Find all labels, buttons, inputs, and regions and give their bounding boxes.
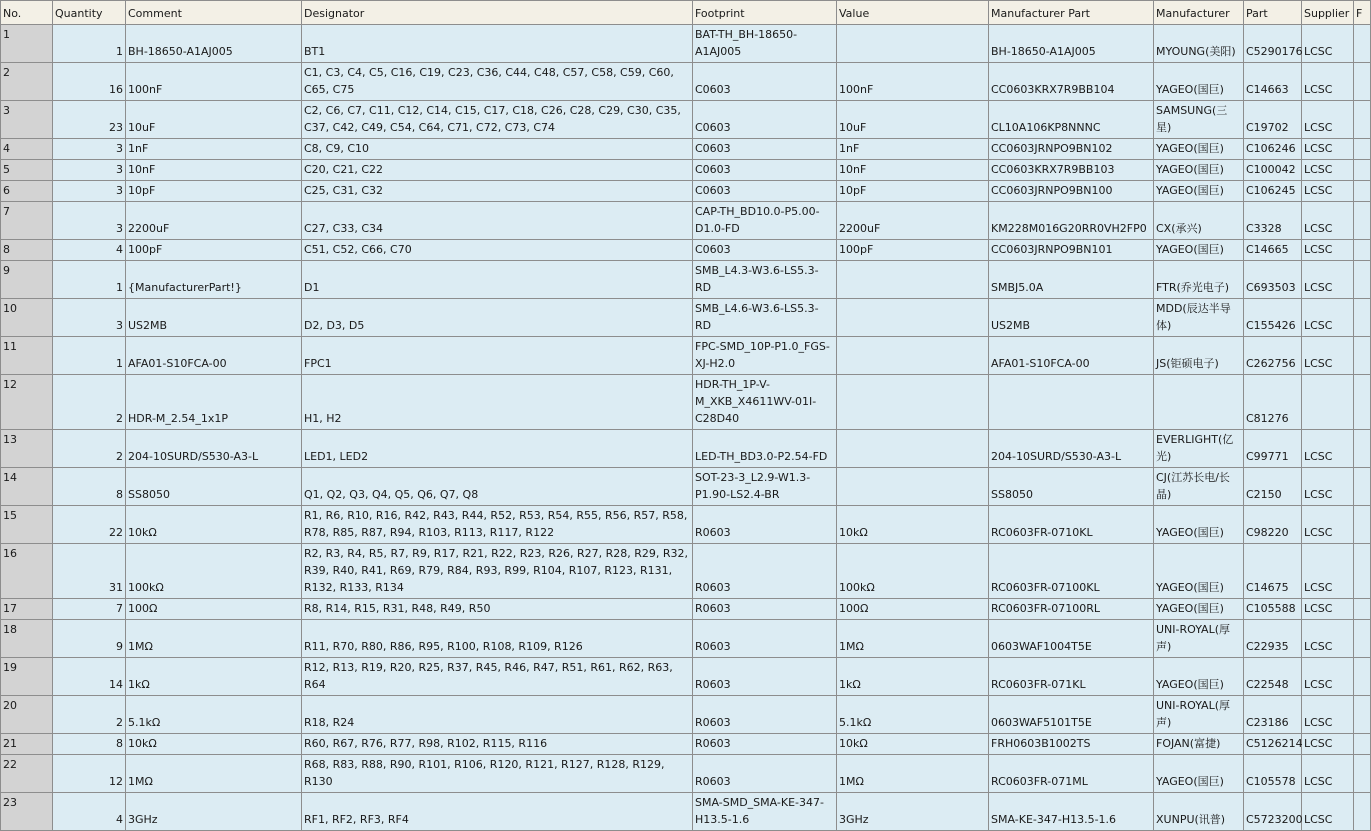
cell-quantity[interactable]: 8	[53, 468, 126, 506]
col-header-supplier[interactable]: Supplier	[1302, 1, 1354, 25]
cell-manufacturer[interactable]: XUNPU(讯普)	[1154, 793, 1244, 831]
cell-footprint[interactable]: FPC-SMD_10P-P1.0_FGS-XJ-H2.0	[693, 337, 837, 375]
table-row[interactable]	[1, 160, 1371, 181]
cell-value[interactable]	[837, 375, 989, 430]
col-header-part[interactable]: Part	[1244, 1, 1302, 25]
cell-designator[interactable]: C51, C52, C66, C70	[302, 240, 693, 261]
cell-comment[interactable]: 1kΩ	[126, 658, 302, 696]
cell-no[interactable]: 16	[1, 544, 53, 599]
cell-manufacturer-part[interactable]: 204-10SURD/S530-A3-L	[989, 430, 1154, 468]
cell-supplier[interactable]: LCSC	[1302, 139, 1354, 160]
cell-quantity[interactable]: 3	[53, 160, 126, 181]
cell-f[interactable]	[1354, 240, 1371, 261]
cell-quantity[interactable]: 2	[53, 375, 126, 430]
cell-supplier[interactable]: LCSC	[1302, 181, 1354, 202]
cell-quantity[interactable]: 12	[53, 755, 126, 793]
cell-quantity[interactable]: 4	[53, 240, 126, 261]
cell-value[interactable]	[837, 468, 989, 506]
cell-manufacturer[interactable]: FOJAN(富捷)	[1154, 734, 1244, 755]
cell-manufacturer[interactable]: CJ(江苏长电/长晶)	[1154, 468, 1244, 506]
cell-f[interactable]	[1354, 139, 1371, 160]
cell-value[interactable]: 10uF	[837, 101, 989, 139]
cell-f[interactable]	[1354, 337, 1371, 375]
cell-part[interactable]: C14663	[1244, 63, 1302, 101]
table-row[interactable]	[1, 696, 1371, 734]
cell-f[interactable]	[1354, 202, 1371, 240]
col-header-value[interactable]: Value	[837, 1, 989, 25]
cell-manufacturer-part[interactable]: AFA01-S10FCA-00	[989, 337, 1154, 375]
cell-value[interactable]	[837, 261, 989, 299]
cell-f[interactable]	[1354, 658, 1371, 696]
cell-supplier[interactable]: LCSC	[1302, 430, 1354, 468]
cell-manufacturer[interactable]: YAGEO(国巨)	[1154, 544, 1244, 599]
table-row[interactable]	[1, 63, 1371, 101]
cell-supplier[interactable]: LCSC	[1302, 793, 1354, 831]
cell-value[interactable]: 100pF	[837, 240, 989, 261]
cell-comment[interactable]: BH-18650-A1AJ005	[126, 25, 302, 63]
cell-no[interactable]: 12	[1, 375, 53, 430]
cell-designator[interactable]: C2, C6, C7, C11, C12, C14, C15, C17, C18, C26, C28, C29, C30, C35, C37, C42, C49, C54, C64, C71, C72, C73, C74	[302, 101, 693, 139]
cell-designator[interactable]: Q1, Q2, Q3, Q4, Q5, Q6, Q7, Q8	[302, 468, 693, 506]
cell-designator[interactable]: FPC1	[302, 337, 693, 375]
cell-manufacturer-part[interactable]: CC0603KRX7R9BB104	[989, 63, 1154, 101]
cell-part[interactable]: C19702	[1244, 101, 1302, 139]
cell-part[interactable]: C99771	[1244, 430, 1302, 468]
cell-comment[interactable]: AFA01-S10FCA-00	[126, 337, 302, 375]
cell-designator[interactable]: C8, C9, C10	[302, 139, 693, 160]
cell-designator[interactable]: R60, R67, R76, R77, R98, R102, R115, R116	[302, 734, 693, 755]
cell-manufacturer-part[interactable]: CC0603JRNPO9BN102	[989, 139, 1154, 160]
col-header-quantity[interactable]: Quantity	[53, 1, 126, 25]
cell-quantity[interactable]: 14	[53, 658, 126, 696]
cell-no[interactable]: 4	[1, 139, 53, 160]
table-row[interactable]	[1, 755, 1371, 793]
cell-manufacturer[interactable]	[1154, 375, 1244, 430]
cell-supplier[interactable]	[1302, 375, 1354, 430]
cell-value[interactable]: 1nF	[837, 139, 989, 160]
cell-manufacturer[interactable]: UNI-ROYAL(厚声)	[1154, 696, 1244, 734]
cell-comment[interactable]: 10nF	[126, 160, 302, 181]
cell-designator[interactable]: C1, C3, C4, C5, C16, C19, C23, C36, C44, C48, C57, C58, C59, C60, C65, C75	[302, 63, 693, 101]
cell-f[interactable]	[1354, 793, 1371, 831]
col-header-designator[interactable]: Designator	[302, 1, 693, 25]
cell-manufacturer[interactable]: JS(钜硕电子)	[1154, 337, 1244, 375]
cell-footprint[interactable]: R0603	[693, 734, 837, 755]
cell-comment[interactable]: {ManufacturerPart!}	[126, 261, 302, 299]
table-row[interactable]	[1, 101, 1371, 139]
cell-f[interactable]	[1354, 160, 1371, 181]
table-row[interactable]	[1, 544, 1371, 599]
cell-value[interactable]: 10nF	[837, 160, 989, 181]
cell-manufacturer[interactable]: YAGEO(国巨)	[1154, 181, 1244, 202]
cell-footprint[interactable]: C0603	[693, 101, 837, 139]
cell-no[interactable]: 8	[1, 240, 53, 261]
cell-supplier[interactable]: LCSC	[1302, 63, 1354, 101]
cell-f[interactable]	[1354, 544, 1371, 599]
cell-manufacturer[interactable]: YAGEO(国巨)	[1154, 755, 1244, 793]
cell-f[interactable]	[1354, 181, 1371, 202]
cell-no[interactable]: 2	[1, 63, 53, 101]
cell-designator[interactable]: LED1, LED2	[302, 430, 693, 468]
cell-manufacturer-part[interactable]: CC0603KRX7R9BB103	[989, 160, 1154, 181]
cell-footprint[interactable]: R0603	[693, 599, 837, 620]
cell-no[interactable]: 1	[1, 25, 53, 63]
col-header-comment[interactable]: Comment	[126, 1, 302, 25]
cell-comment[interactable]: 10uF	[126, 101, 302, 139]
cell-quantity[interactable]: 1	[53, 261, 126, 299]
cell-designator[interactable]: C20, C21, C22	[302, 160, 693, 181]
cell-supplier[interactable]: LCSC	[1302, 658, 1354, 696]
cell-value[interactable]: 100Ω	[837, 599, 989, 620]
table-row[interactable]	[1, 375, 1371, 430]
cell-value[interactable]	[837, 25, 989, 63]
cell-quantity[interactable]: 3	[53, 181, 126, 202]
cell-comment[interactable]: 10kΩ	[126, 734, 302, 755]
cell-quantity[interactable]: 9	[53, 620, 126, 658]
cell-no[interactable]: 19	[1, 658, 53, 696]
cell-value[interactable]: 100kΩ	[837, 544, 989, 599]
cell-supplier[interactable]: LCSC	[1302, 25, 1354, 63]
cell-manufacturer-part[interactable]: RC0603FR-071KL	[989, 658, 1154, 696]
cell-designator[interactable]: R18, R24	[302, 696, 693, 734]
cell-footprint[interactable]: SMA-SMD_SMA-KE-347-H13.5-1.6	[693, 793, 837, 831]
cell-no[interactable]: 14	[1, 468, 53, 506]
cell-f[interactable]	[1354, 101, 1371, 139]
cell-designator[interactable]: R12, R13, R19, R20, R25, R37, R45, R46, R47, R51, R61, R62, R63, R64	[302, 658, 693, 696]
cell-designator[interactable]: R68, R83, R88, R90, R101, R106, R120, R121, R127, R128, R129, R130	[302, 755, 693, 793]
table-row[interactable]	[1, 506, 1371, 544]
cell-part[interactable]: C5723200	[1244, 793, 1302, 831]
cell-part[interactable]: C22548	[1244, 658, 1302, 696]
table-row[interactable]	[1, 139, 1371, 160]
cell-f[interactable]	[1354, 430, 1371, 468]
cell-manufacturer-part[interactable]: 0603WAF5101T5E	[989, 696, 1154, 734]
cell-f[interactable]	[1354, 696, 1371, 734]
cell-footprint[interactable]: C0603	[693, 63, 837, 101]
cell-manufacturer[interactable]: YAGEO(国巨)	[1154, 599, 1244, 620]
cell-value[interactable]: 1kΩ	[837, 658, 989, 696]
table-row[interactable]	[1, 240, 1371, 261]
cell-f[interactable]	[1354, 506, 1371, 544]
cell-comment[interactable]: 100kΩ	[126, 544, 302, 599]
cell-supplier[interactable]: LCSC	[1302, 506, 1354, 544]
cell-part[interactable]: C14665	[1244, 240, 1302, 261]
cell-no[interactable]: 10	[1, 299, 53, 337]
cell-manufacturer-part[interactable]: SMA-KE-347-H13.5-1.6	[989, 793, 1154, 831]
cell-part[interactable]: C155426	[1244, 299, 1302, 337]
cell-manufacturer-part[interactable]: RC0603FR-07100RL	[989, 599, 1154, 620]
cell-supplier[interactable]: LCSC	[1302, 696, 1354, 734]
cell-manufacturer[interactable]: MDD(辰达半导体)	[1154, 299, 1244, 337]
cell-manufacturer[interactable]: UNI-ROYAL(厚声)	[1154, 620, 1244, 658]
cell-no[interactable]: 15	[1, 506, 53, 544]
cell-manufacturer[interactable]: YAGEO(国巨)	[1154, 160, 1244, 181]
cell-supplier[interactable]: LCSC	[1302, 202, 1354, 240]
table-row[interactable]	[1, 734, 1371, 755]
table-row[interactable]	[1, 299, 1371, 337]
cell-footprint[interactable]: BAT-TH_BH-18650-A1AJ005	[693, 25, 837, 63]
cell-footprint[interactable]: C0603	[693, 160, 837, 181]
cell-part[interactable]: C100042	[1244, 160, 1302, 181]
cell-manufacturer[interactable]: YAGEO(国巨)	[1154, 506, 1244, 544]
cell-designator[interactable]: BT1	[302, 25, 693, 63]
cell-quantity[interactable]: 8	[53, 734, 126, 755]
cell-f[interactable]	[1354, 620, 1371, 658]
cell-designator[interactable]: R2, R3, R4, R5, R7, R9, R17, R21, R22, R23, R26, R27, R28, R29, R32, R39, R40, R41, R69, R79, R84, R93, R99, R104, R107, R123, R131, R132, R133, R134	[302, 544, 693, 599]
cell-comment[interactable]: 3GHz	[126, 793, 302, 831]
cell-value[interactable]: 1MΩ	[837, 755, 989, 793]
table-row[interactable]	[1, 468, 1371, 506]
table-row[interactable]	[1, 25, 1371, 63]
cell-quantity[interactable]: 3	[53, 139, 126, 160]
cell-comment[interactable]: 100pF	[126, 240, 302, 261]
cell-value[interactable]	[837, 337, 989, 375]
cell-footprint[interactable]: C0603	[693, 139, 837, 160]
cell-footprint[interactable]: C0603	[693, 181, 837, 202]
col-header-manufacturer[interactable]: Manufacturer	[1154, 1, 1244, 25]
cell-f[interactable]	[1354, 599, 1371, 620]
cell-quantity[interactable]: 2	[53, 430, 126, 468]
cell-part[interactable]: C105588	[1244, 599, 1302, 620]
cell-designator[interactable]: C27, C33, C34	[302, 202, 693, 240]
cell-quantity[interactable]: 3	[53, 202, 126, 240]
cell-manufacturer[interactable]: YAGEO(国巨)	[1154, 240, 1244, 261]
cell-comment[interactable]: US2MB	[126, 299, 302, 337]
cell-comment[interactable]: HDR-M_2.54_1x1P	[126, 375, 302, 430]
table-row[interactable]	[1, 430, 1371, 468]
cell-footprint[interactable]: R0603	[693, 506, 837, 544]
cell-part[interactable]: C22935	[1244, 620, 1302, 658]
table-row[interactable]	[1, 658, 1371, 696]
cell-manufacturer-part[interactable]: BH-18650-A1AJ005	[989, 25, 1154, 63]
cell-quantity[interactable]: 23	[53, 101, 126, 139]
cell-footprint[interactable]: SOT-23-3_L2.9-W1.3-P1.90-LS2.4-BR	[693, 468, 837, 506]
cell-no[interactable]: 17	[1, 599, 53, 620]
cell-comment[interactable]: 100nF	[126, 63, 302, 101]
cell-designator[interactable]: H1, H2	[302, 375, 693, 430]
cell-comment[interactable]: SS8050	[126, 468, 302, 506]
cell-comment[interactable]: 204-10SURD/S530-A3-L	[126, 430, 302, 468]
cell-manufacturer-part[interactable]: FRH0603B1002TS	[989, 734, 1154, 755]
cell-comment[interactable]: 10pF	[126, 181, 302, 202]
cell-manufacturer-part[interactable]	[989, 375, 1154, 430]
cell-no[interactable]: 13	[1, 430, 53, 468]
cell-manufacturer-part[interactable]: RC0603FR-07100KL	[989, 544, 1154, 599]
cell-supplier[interactable]: LCSC	[1302, 337, 1354, 375]
cell-manufacturer-part[interactable]: 0603WAF1004T5E	[989, 620, 1154, 658]
cell-supplier[interactable]: LCSC	[1302, 734, 1354, 755]
cell-f[interactable]	[1354, 375, 1371, 430]
cell-designator[interactable]: D2, D3, D5	[302, 299, 693, 337]
cell-quantity[interactable]: 31	[53, 544, 126, 599]
table-row[interactable]	[1, 261, 1371, 299]
cell-f[interactable]	[1354, 734, 1371, 755]
cell-manufacturer-part[interactable]: RC0603FR-0710KL	[989, 506, 1154, 544]
cell-supplier[interactable]: LCSC	[1302, 101, 1354, 139]
cell-supplier[interactable]: LCSC	[1302, 240, 1354, 261]
col-header-manufacturer-part[interactable]: Manufacturer Part	[989, 1, 1154, 25]
cell-manufacturer[interactable]: SAMSUNG(三星)	[1154, 101, 1244, 139]
cell-no[interactable]: 9	[1, 261, 53, 299]
cell-part[interactable]: C2150	[1244, 468, 1302, 506]
cell-part[interactable]: C5290176	[1244, 25, 1302, 63]
cell-quantity[interactable]: 1	[53, 25, 126, 63]
cell-f[interactable]	[1354, 299, 1371, 337]
cell-part[interactable]: C106245	[1244, 181, 1302, 202]
cell-value[interactable]: 10pF	[837, 181, 989, 202]
cell-part[interactable]: C81276	[1244, 375, 1302, 430]
cell-manufacturer-part[interactable]: CC0603JRNPO9BN101	[989, 240, 1154, 261]
cell-quantity[interactable]: 4	[53, 793, 126, 831]
cell-no[interactable]: 21	[1, 734, 53, 755]
cell-footprint[interactable]: R0603	[693, 755, 837, 793]
col-header-no[interactable]: No.	[1, 1, 53, 25]
cell-manufacturer-part[interactable]: CC0603JRNPO9BN100	[989, 181, 1154, 202]
cell-no[interactable]: 23	[1, 793, 53, 831]
cell-no[interactable]: 22	[1, 755, 53, 793]
cell-no[interactable]: 7	[1, 202, 53, 240]
cell-footprint[interactable]: LED-TH_BD3.0-P2.54-FD	[693, 430, 837, 468]
cell-designator[interactable]: C25, C31, C32	[302, 181, 693, 202]
cell-manufacturer[interactable]: YAGEO(国巨)	[1154, 658, 1244, 696]
cell-f[interactable]	[1354, 468, 1371, 506]
header-row	[1, 1, 1371, 25]
cell-footprint[interactable]: R0603	[693, 544, 837, 599]
cell-supplier[interactable]: LCSC	[1302, 468, 1354, 506]
table-row[interactable]	[1, 337, 1371, 375]
cell-f[interactable]	[1354, 755, 1371, 793]
cell-quantity[interactable]: 3	[53, 299, 126, 337]
cell-manufacturer-part[interactable]: KM228M016G20RR0VH2FP0	[989, 202, 1154, 240]
cell-designator[interactable]: RF1, RF2, RF3, RF4	[302, 793, 693, 831]
cell-supplier[interactable]: LCSC	[1302, 544, 1354, 599]
cell-value[interactable]: 3GHz	[837, 793, 989, 831]
cell-manufacturer[interactable]: CX(承兴)	[1154, 202, 1244, 240]
cell-comment[interactable]: 100Ω	[126, 599, 302, 620]
cell-supplier[interactable]: LCSC	[1302, 599, 1354, 620]
cell-value[interactable]: 100nF	[837, 63, 989, 101]
table-row[interactable]	[1, 599, 1371, 620]
cell-part[interactable]: C98220	[1244, 506, 1302, 544]
table-row[interactable]	[1, 620, 1371, 658]
cell-footprint[interactable]: SMB_L4.3-W3.6-LS5.3-RD	[693, 261, 837, 299]
cell-supplier[interactable]: LCSC	[1302, 620, 1354, 658]
cell-footprint[interactable]: R0603	[693, 658, 837, 696]
cell-value[interactable]: 10kΩ	[837, 506, 989, 544]
cell-part[interactable]: C106246	[1244, 139, 1302, 160]
cell-comment[interactable]: 2200uF	[126, 202, 302, 240]
cell-value[interactable]: 1MΩ	[837, 620, 989, 658]
cell-footprint[interactable]: R0603	[693, 620, 837, 658]
cell-value[interactable]: 5.1kΩ	[837, 696, 989, 734]
cell-designator[interactable]: R11, R70, R80, R86, R95, R100, R108, R109, R126	[302, 620, 693, 658]
cell-part[interactable]: C105578	[1244, 755, 1302, 793]
col-header-footprint[interactable]: Footprint	[693, 1, 837, 25]
table-row[interactable]	[1, 181, 1371, 202]
cell-no[interactable]: 18	[1, 620, 53, 658]
cell-manufacturer-part[interactable]: SS8050	[989, 468, 1154, 506]
cell-designator[interactable]: R1, R6, R10, R16, R42, R43, R44, R52, R53, R54, R55, R56, R57, R58, R78, R85, R87, R94, R103, R113, R117, R122	[302, 506, 693, 544]
cell-manufacturer-part[interactable]: SMBJ5.0A	[989, 261, 1154, 299]
cell-comment[interactable]: 1nF	[126, 139, 302, 160]
cell-footprint[interactable]: CAP-TH_BD10.0-P5.00-D1.0-FD	[693, 202, 837, 240]
cell-value[interactable]	[837, 299, 989, 337]
cell-quantity[interactable]: 2	[53, 696, 126, 734]
cell-comment[interactable]: 1MΩ	[126, 620, 302, 658]
table-row[interactable]	[1, 793, 1371, 831]
cell-manufacturer-part[interactable]: RC0603FR-071ML	[989, 755, 1154, 793]
cell-footprint[interactable]: R0603	[693, 696, 837, 734]
cell-part[interactable]: C23186	[1244, 696, 1302, 734]
cell-no[interactable]: 11	[1, 337, 53, 375]
cell-f[interactable]	[1354, 63, 1371, 101]
cell-no[interactable]: 20	[1, 696, 53, 734]
cell-part[interactable]: C693503	[1244, 261, 1302, 299]
cell-supplier[interactable]: LCSC	[1302, 755, 1354, 793]
cell-no[interactable]: 5	[1, 160, 53, 181]
cell-value[interactable]: 2200uF	[837, 202, 989, 240]
cell-footprint[interactable]: HDR-TH_1P-V-M_XKB_X4611WV-01I-C28D40	[693, 375, 837, 430]
cell-part[interactable]: C14675	[1244, 544, 1302, 599]
cell-supplier[interactable]: LCSC	[1302, 299, 1354, 337]
cell-manufacturer[interactable]: YAGEO(国巨)	[1154, 63, 1244, 101]
cell-part[interactable]: C262756	[1244, 337, 1302, 375]
cell-no[interactable]: 6	[1, 181, 53, 202]
cell-footprint[interactable]: C0603	[693, 240, 837, 261]
table-row[interactable]	[1, 202, 1371, 240]
cell-part[interactable]: C5126214	[1244, 734, 1302, 755]
cell-f[interactable]	[1354, 25, 1371, 63]
cell-comment[interactable]: 5.1kΩ	[126, 696, 302, 734]
col-header-f[interactable]: F	[1354, 1, 1371, 25]
cell-footprint[interactable]: SMB_L4.6-W3.6-LS5.3-RD	[693, 299, 837, 337]
cell-manufacturer[interactable]: MYOUNG(美阳)	[1154, 25, 1244, 63]
cell-comment[interactable]: 1MΩ	[126, 755, 302, 793]
cell-quantity[interactable]: 16	[53, 63, 126, 101]
cell-comment[interactable]: 10kΩ	[126, 506, 302, 544]
cell-no[interactable]: 3	[1, 101, 53, 139]
cell-designator[interactable]: R8, R14, R15, R31, R48, R49, R50	[302, 599, 693, 620]
cell-quantity[interactable]: 1	[53, 337, 126, 375]
cell-value[interactable]	[837, 430, 989, 468]
cell-manufacturer[interactable]: EVERLIGHT(亿光)	[1154, 430, 1244, 468]
cell-manufacturer-part[interactable]: US2MB	[989, 299, 1154, 337]
cell-manufacturer-part[interactable]: CL10A106KP8NNNC	[989, 101, 1154, 139]
cell-manufacturer[interactable]: YAGEO(国巨)	[1154, 139, 1244, 160]
cell-designator[interactable]: D1	[302, 261, 693, 299]
cell-part[interactable]: C3328	[1244, 202, 1302, 240]
cell-supplier[interactable]: LCSC	[1302, 261, 1354, 299]
cell-manufacturer[interactable]: FTR(乔光电子)	[1154, 261, 1244, 299]
cell-quantity[interactable]: 7	[53, 599, 126, 620]
cell-quantity[interactable]: 22	[53, 506, 126, 544]
cell-value[interactable]: 10kΩ	[837, 734, 989, 755]
cell-f[interactable]	[1354, 261, 1371, 299]
cell-supplier[interactable]: LCSC	[1302, 160, 1354, 181]
